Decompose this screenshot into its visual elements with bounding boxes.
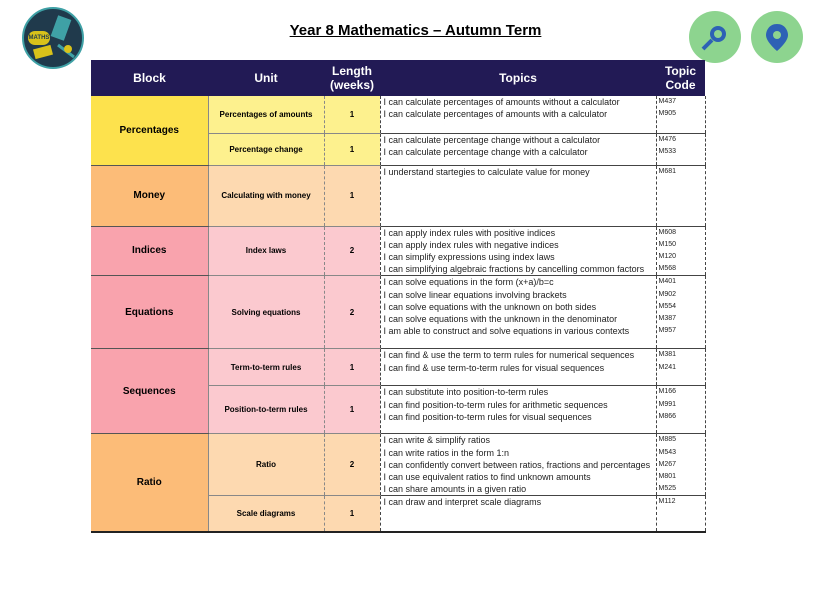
topic-code: M905 [658,110,677,118]
topic-code: M866 [658,412,677,420]
topic-text: I can calculate percentages of amounts without a calculator [383,97,620,107]
topic-text: I can use equivalent ratios to find unknown amounts [383,471,591,482]
topic-code: M902 [658,290,677,298]
unit-name: Position-to-term rules [208,386,324,434]
maths-logo-label: MATHS [28,31,50,45]
topic-text: I am able to construct and solve equations in various contexts [383,326,630,337]
topic-code: M554 [658,302,677,310]
block-name: Percentages [91,96,208,165]
topic-code: M801 [658,472,677,480]
topic-code: M150 [658,240,677,248]
unit-name: Calculating with money [208,165,324,226]
topic-text: I can confidently convert between ratios, fractions and percentages [383,459,651,470]
topic-text: I can find position-to-term rules for arithmetic sequences [383,399,608,410]
topic-text: I can simplifying algebraic fractions by cancelling common factors [383,264,645,275]
topic-code: M568 [658,265,677,273]
table-row [91,349,705,386]
header-block: Block [91,60,208,96]
topic-code: M241 [658,363,677,371]
unit-name: Solving equations [208,276,324,349]
topic-code: M476 [658,135,677,143]
topic-code: M267 [658,460,677,468]
unit-name: Ratio [208,434,324,496]
topic-text: I can calculate percentage change without a calculator [383,134,601,145]
table-row [91,434,705,496]
curriculum-table [91,60,706,533]
header-length: Length (weeks) [324,60,380,96]
topic-text: I can write ratios in the form 1:n [383,447,510,458]
topic-code: M381 [658,351,677,359]
unit-length: 1 [324,349,380,386]
topic-text: I understand startegies to calculate value for money [383,166,590,177]
unit-length: 1 [324,96,380,133]
map-pin-logo-icon [751,11,803,63]
topic-text: I can write & simplify ratios [383,435,491,446]
topic-text: I can share amounts in a given ratio [383,484,527,495]
topic-code: M533 [658,147,677,155]
topic-text: I can find position-to-term rules for visual sequences [383,411,592,422]
unit-name: Index laws [208,226,324,276]
topic-code: M166 [658,388,677,396]
topic-code: M543 [658,448,677,456]
unit-length: 1 [324,496,380,532]
header-topics: Topics [380,60,656,96]
table-row [91,226,705,276]
header-unit: Unit [208,60,324,96]
topic-text: I can find & use the term to term rules for numerical sequences [383,350,635,361]
topic-code: M957 [658,327,677,335]
unit-name: Percentages of amounts [208,96,324,133]
table-row [91,96,705,133]
unit-length: 1 [324,386,380,434]
unit-length: 2 [324,226,380,276]
topic-code: M387 [658,314,677,322]
unit-name: Scale diagrams [208,496,324,532]
topic-text: I can draw and interpret scale diagrams [383,497,542,508]
unit-name: Percentage change [208,133,324,165]
topic-code: M681 [658,167,677,175]
topic-code: M401 [658,278,677,286]
topic-text: I can solve equations with the unknown in the denominator [383,313,618,324]
page-title: Year 8 Mathematics – Autumn Term [289,22,542,39]
unit-length: 2 [324,276,380,349]
block-name: Money [91,165,208,226]
block-name: Sequences [91,349,208,434]
topic-code: M112 [658,498,676,506]
magnifier-logo-icon [689,11,741,63]
topic-text: I can solve linear equations involving brackets [383,289,567,300]
unit-length: 2 [324,434,380,496]
header-code: Topic Code [656,60,705,96]
table-row [91,276,705,349]
topic-code: M437 [658,98,677,105]
unit-length: 1 [324,165,380,226]
unit-length: 1 [324,133,380,165]
block-name: Indices [91,226,208,276]
topic-text: I can find & use term-to-term rules for visual sequences [383,362,605,373]
topic-text: I can apply index rules with positive indices [383,227,556,238]
table-row [91,165,705,226]
topic-text: I can substitute into position-to-term rules [383,387,549,398]
topic-text: I can solve equations with the unknown on both sides [383,301,597,312]
topic-code: M991 [658,400,677,408]
block-name: Equations [91,276,208,349]
block-name: Ratio [91,434,208,532]
topic-text: I can solve equations in the form (x+a)/b=c [383,277,554,288]
topic-code: M885 [658,436,677,444]
topic-code: M120 [658,252,677,260]
unit-name: Term-to-term rules [208,349,324,386]
topic-text: I can calculate percentages of amounts with a calculator [383,109,608,120]
topic-text: I can calculate percentage change with a calculator [383,146,588,157]
topic-code: M608 [658,228,677,236]
topic-text: I can simplify expressions using index laws [383,251,555,262]
topic-code: M525 [658,485,677,493]
topic-text: I can apply index rules with negative indices [383,239,559,250]
